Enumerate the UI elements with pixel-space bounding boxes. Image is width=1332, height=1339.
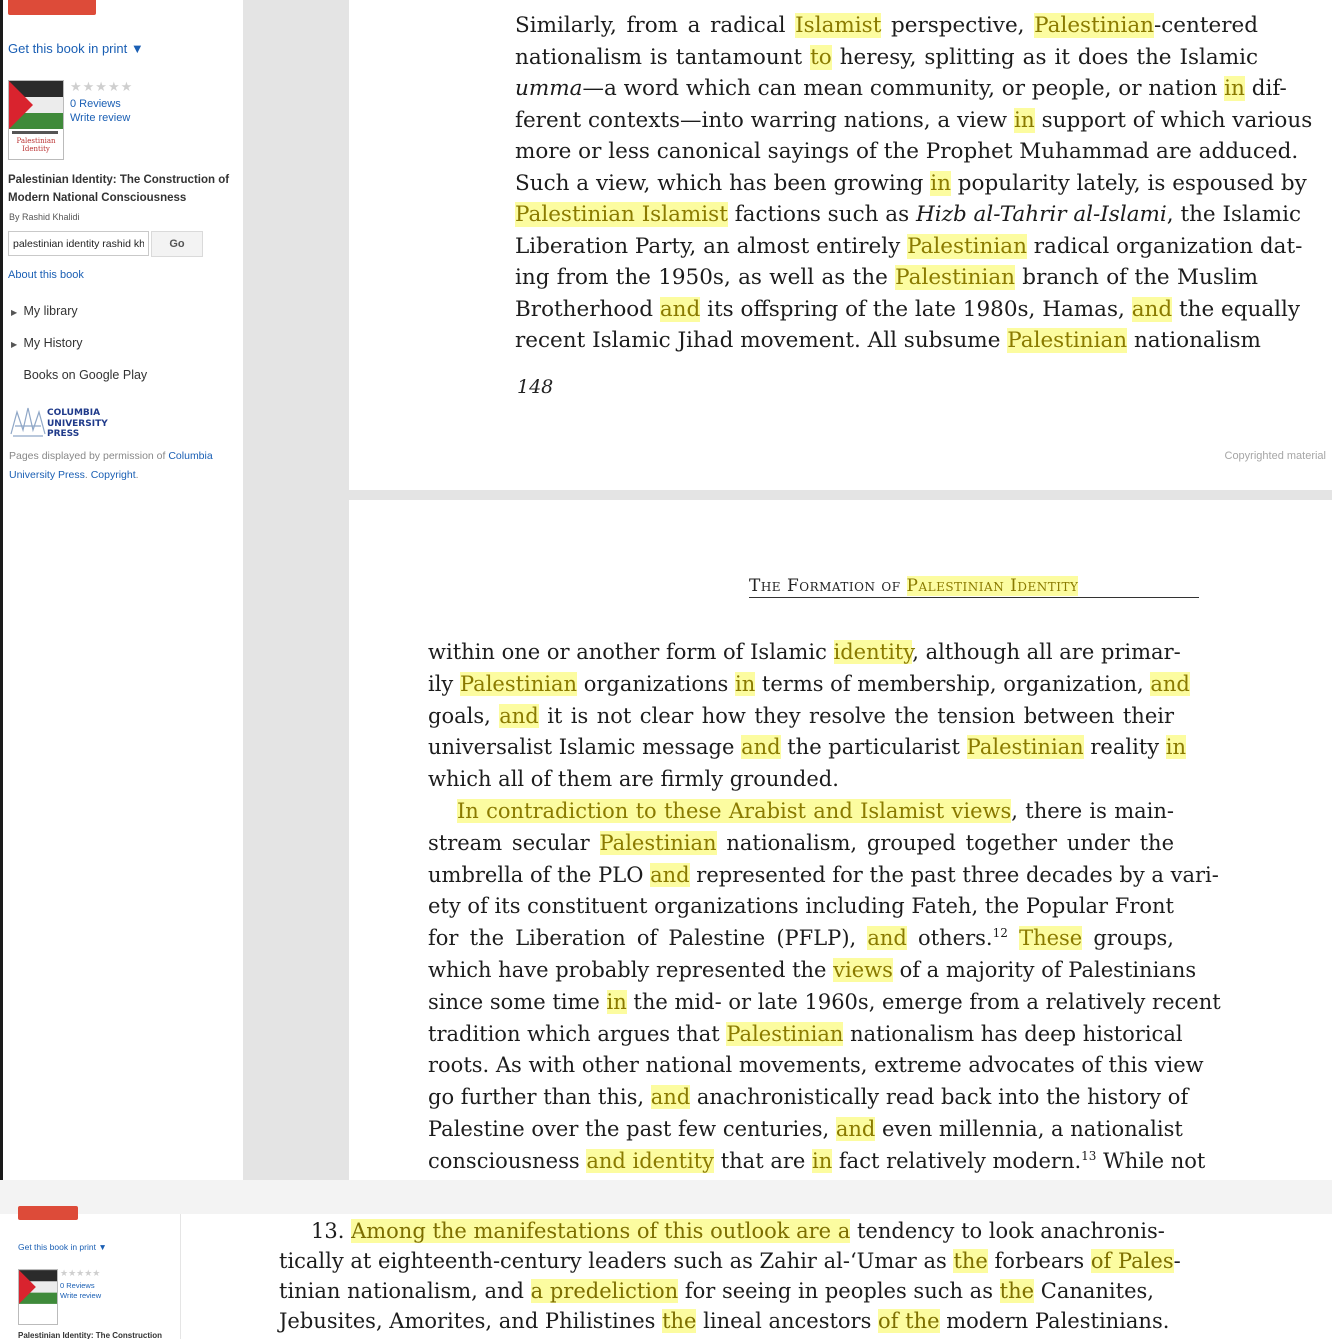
publisher-logo[interactable] <box>9 404 119 442</box>
text-line: goals, and it is not clear how they resolve the tension between their <box>428 703 1174 728</box>
browser-strip <box>0 1180 1332 1214</box>
nav-books-on-google-play[interactable] <box>11 368 147 382</box>
text-line: universalist Islamic message and the particularist Palestinian reality in <box>428 735 1187 760</box>
publisher-logo-text: COLUMBIA UNIVERSITY PRESS <box>47 408 108 439</box>
book-title: Palestinian Identity: The Construction of Modern National Consciousness <box>8 174 230 204</box>
sidebar-cropped <box>0 1214 181 1339</box>
text-line: roots. As with other national movements, extreme advocates of this view <box>428 1053 1204 1078</box>
footnote-screenshot <box>0 1180 1332 1339</box>
book-cover-thumbnail[interactable] <box>18 1269 58 1325</box>
permission-notice: Pages displayed by permission of Columbia University Press. Copyright. <box>9 450 213 481</box>
cover-title: Palestinian Identity <box>16 137 56 153</box>
view-ebook-button[interactable] <box>18 1206 78 1220</box>
get-book-in-print-link[interactable]: Get this book in print ▼ <box>18 1242 107 1252</box>
footnote-page <box>181 1214 1332 1339</box>
page-text <box>515 10 1313 357</box>
copyright-link[interactable]: Copyright <box>90 469 136 481</box>
nav-my-history[interactable] <box>11 336 83 350</box>
publisher-link[interactable]: Columbia University Press <box>9 450 213 481</box>
nav-my-library[interactable] <box>11 304 78 318</box>
cover-author-line <box>12 131 58 134</box>
text-line: Liberation Party, an almost entirely Palestinian radical organization dat- <box>515 233 1303 259</box>
text-line: Brotherhood and its offspring of the late 1980s, Hamas, and the equally <box>515 296 1301 322</box>
caret-right-icon: ▶ <box>11 340 18 349</box>
reviews-link[interactable]: 0 Reviews <box>70 98 121 110</box>
text-line: tinian nationalism, and a predeliction for seeing in peoples such as the Cananites, <box>279 1279 1154 1303</box>
text-line: which have probably represented the views of a majority of Palestinians <box>428 957 1197 982</box>
write-review-link[interactable]: Write review <box>60 1291 102 1300</box>
page-number: 148 <box>517 376 554 398</box>
palestinian-flag-image <box>9 81 63 129</box>
text-line: Palestinian Islamist factions such as Hizb al-Tahrir al-Islami, the Islamic <box>515 202 1302 227</box>
get-book-in-print-link[interactable]: Get this book in print ▼ <box>8 41 144 56</box>
text-line: Such a view, which has been growing in popularity lately, is espoused by <box>515 170 1307 196</box>
sidebar <box>3 0 243 1180</box>
text-line: umbrella of the PLO and represented for the past three decades by a vari- <box>428 862 1219 887</box>
book-cover-thumbnail[interactable] <box>8 80 64 160</box>
text-line: consciousness and identity that are in fact relatively modern.$^{13}$ While not <box>428 1148 1206 1173</box>
text-line: Palestine over the past few centuries, and even millennia, a nationalist <box>428 1116 1183 1141</box>
nav-label: My library <box>23 304 78 318</box>
text-line: ing from the 1950s, as well as the Palestinian branch of the Muslim <box>515 265 1258 290</box>
caret-right-icon: ▶ <box>11 308 18 317</box>
text-line: more or less canonical sayings of the Prophet Muhammad are adduced. <box>515 139 1299 164</box>
page-text <box>428 637 1221 1178</box>
text-line: since some time in the mid- or late 1960s, emerge from a relatively recent <box>428 989 1221 1014</box>
rating-stars[interactable]: ★★★★★ <box>70 79 134 94</box>
text-line: 13. Among the manifestations of this outlook are a tendency to look anachronis- <box>311 1219 1165 1243</box>
permission-prefix: Pages displayed by permission of <box>9 450 169 462</box>
text-line: recent Islamic Jihad movement. All subsume Palestinian nationalism <box>515 328 1261 353</box>
book-title: Palestinian Identity: The Construction <box>18 1331 163 1339</box>
book-author: By Rashid Khalidi <box>9 212 80 222</box>
text-line: within one or another form of Islamic identity, although all are primar- <box>428 640 1181 664</box>
text-line: tradition which argues that Palestinian nationalism has deep historical <box>428 1021 1183 1046</box>
text-line: umma—a word which can mean community, or people, or nation in dif- <box>515 76 1287 101</box>
text-line: go further than this, and anachronistically read back into the history of <box>428 1085 1189 1110</box>
text-line: tically at eighteenth-century leaders such as Zahir al-‘Umar as the forbears of Pales- <box>279 1249 1181 1273</box>
nav-label: My History <box>23 336 83 350</box>
search-in-book-input[interactable] <box>8 231 149 256</box>
footnote-text <box>279 1216 1181 1336</box>
reviews-link[interactable]: 0 Reviews <box>60 1281 95 1290</box>
crown-logo-icon <box>9 404 47 440</box>
text-line: stream secular Palestinian nationalism, grouped together under the <box>428 830 1174 855</box>
text-line: In contradiction to these Arabist and Islamist views, there is main- <box>457 798 1174 823</box>
text-line: for the Liberation of Palestine (PFLP), and others.$^{12}$ These groups, <box>428 926 1174 951</box>
text-line: Jebusites, Amorites, and Philistines the lineal ancestors of the modern Palestinians. <box>279 1309 1170 1333</box>
running-head: The Formation of Palestinian Identity <box>749 576 1199 598</box>
text-line: nationalism is tantamount to heresy, splitting as it does the Islamic <box>515 44 1259 70</box>
text-line: which all of them are firmly grounded. <box>428 767 839 792</box>
rating-stars[interactable]: ★★★★★ <box>60 1268 101 1278</box>
book-page-148 <box>349 0 1332 490</box>
palestinian-flag-image <box>19 1270 57 1304</box>
about-this-book-link[interactable]: About this book <box>8 269 84 281</box>
nav-label: Books on Google Play <box>23 368 148 382</box>
go-button[interactable]: Go <box>151 231 203 257</box>
text-line: Similarly, from a radical Islamist perspective, Palestinian-centered <box>515 13 1258 38</box>
text-line: ily Palestinian organizations in terms of membership, organization, and <box>428 671 1190 696</box>
copyrighted-material-label: Copyrighted material <box>1224 450 1326 462</box>
write-review-link[interactable]: Write review <box>70 112 131 124</box>
text-line: ety of its constituent organizations including Fateh, the Popular Front <box>428 894 1174 919</box>
view-ebook-button[interactable] <box>8 0 96 15</box>
text-line: ferent contexts—into warring nations, a view in support of which various <box>515 107 1313 133</box>
book-page-149 <box>349 500 1332 1180</box>
